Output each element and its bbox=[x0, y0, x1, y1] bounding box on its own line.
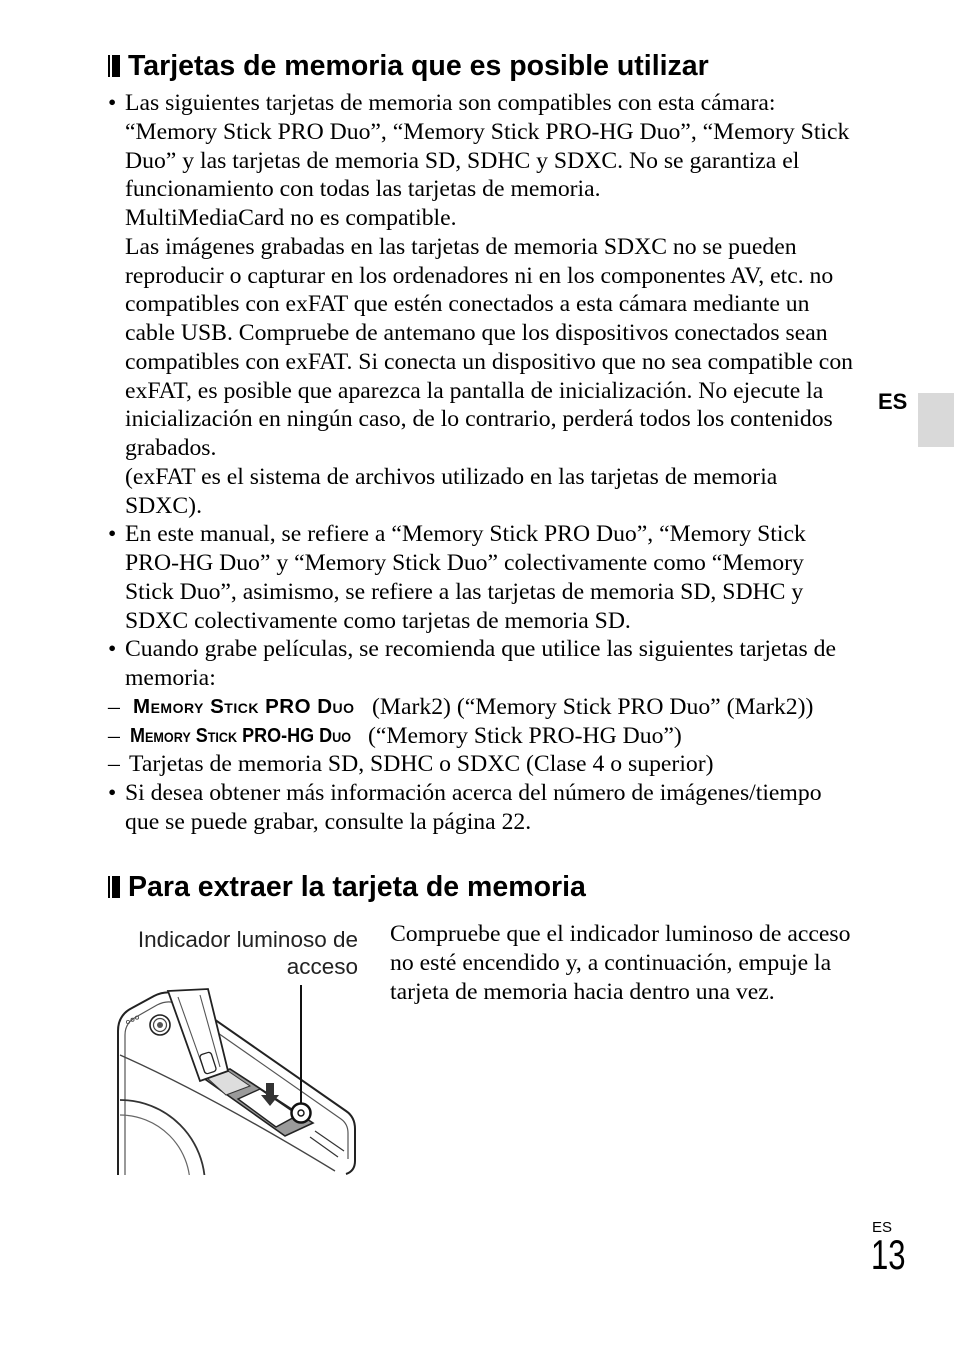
recommended-card-text: (Mark2) (“Memory Stick PRO Duo” (Mark2)) bbox=[372, 693, 814, 720]
bullet-symbol: • bbox=[108, 636, 117, 663]
access-indicator-icon bbox=[292, 1104, 311, 1123]
section-body-memory-cards bbox=[0, 89, 954, 837]
recommended-card-text: Tarjetas de memoria SD, SDHC o SDXC (Clase 4 o superior) bbox=[129, 751, 714, 778]
bullet-text: Las siguientes tarjetas de memoria son compatibles con esta cámara: bbox=[125, 90, 776, 116]
instruction-line: Compruebe que el indicador luminoso de acceso bbox=[390, 921, 851, 947]
memory-stick-pro-duo-logo: Memory Stick PRO Duo bbox=[133, 694, 355, 718]
bullet-text-line: exFAT, es posible que aparezca la pantalla de inicialización. No ejecute la bbox=[125, 377, 824, 404]
recommended-card-item bbox=[0, 693, 954, 722]
dash-symbol: – bbox=[108, 722, 120, 749]
bullet-text-line: que se puede grabar, consulte la página 22. bbox=[125, 808, 532, 835]
bullet-symbol: • bbox=[108, 90, 117, 116]
bullet-item bbox=[0, 520, 954, 549]
bullet-text-line: compatibles con exFAT. Si conecta un dispositivo que no sea compatible con bbox=[125, 348, 854, 375]
camera-memory-card-illustration bbox=[110, 985, 360, 1175]
bullet-symbol: • bbox=[108, 521, 117, 548]
dash-symbol: – bbox=[108, 751, 120, 778]
bullet-text-line: Duo” y las tarjetas de memoria SD, SDHC y SDXC. No se garantiza el bbox=[125, 147, 800, 174]
recommended-card-text: (“Memory Stick PRO-HG Duo”) bbox=[368, 722, 682, 749]
bullet-text-line: SDXC). bbox=[125, 492, 202, 519]
instruction-line: tarjeta de memoria hacia dentro una vez. bbox=[390, 978, 775, 1005]
bullet-item bbox=[0, 89, 954, 118]
bullet-text-line: reproducir o capturar en los ordenadores ni en los componentes AV, etc. no bbox=[125, 262, 834, 289]
bullet-item bbox=[0, 779, 954, 808]
bullet-text-line: memoria: bbox=[125, 665, 216, 691]
page-number: 13 bbox=[871, 1231, 906, 1278]
section-marker-icon bbox=[108, 55, 120, 77]
bullet-text: Cuando grabe películas, se recomienda que utilice las siguientes tarjetas de bbox=[125, 636, 837, 663]
bullet-text-line: cable USB. Compruebe de antemano que los dispositivos conectados sean bbox=[125, 320, 828, 346]
bullet-text-line: MultiMediaCard no es compatible. bbox=[125, 205, 457, 231]
footer-language-code: ES bbox=[872, 1219, 893, 1236]
bullet-text: En este manual, se refiere a “Memory Stick PRO Duo”, “Memory Stick bbox=[125, 521, 806, 548]
bullet-text-line: compatibles con exFAT que estén conectados a esta cámara mediante un bbox=[125, 291, 810, 318]
figure-callout-label bbox=[110, 926, 358, 980]
bullet-text-line: (exFAT es el sistema de archivos utilizado en las tarjetas de memoria bbox=[125, 463, 778, 490]
section-marker-icon bbox=[108, 876, 120, 898]
bullet-symbol: • bbox=[108, 780, 117, 806]
section-heading-text: Tarjetas de memoria que es posible utilizar bbox=[128, 50, 709, 82]
recommended-card-item bbox=[0, 750, 954, 779]
bullet-text-line: Las imágenes grabadas en las tarjetas de memoria SDXC no se pueden bbox=[125, 233, 797, 260]
instruction-line: no esté encendido y, a continuación, empuje la bbox=[390, 949, 832, 976]
bullet-text-line: grabados. bbox=[125, 435, 217, 461]
figure-callout-line: Indicador luminoso de bbox=[137, 927, 358, 952]
bullet-text-line: “Memory Stick PRO Duo”, “Memory Stick PRO-HG Duo”, “Memory Stick bbox=[125, 118, 850, 145]
section-heading-text: Para extraer la tarjeta de memoria bbox=[128, 871, 586, 903]
dash-symbol: – bbox=[108, 693, 120, 720]
remove-card-instruction bbox=[390, 920, 850, 1006]
bullet-text-line: funcionamiento con todas las tarjetas de memoria. bbox=[125, 176, 601, 203]
side-tab-label: ES bbox=[878, 389, 908, 414]
memory-stick-pro-hg-duo-logo: Memory Stick PRO-HG Duo bbox=[130, 724, 352, 747]
tripod-socket-inner bbox=[157, 1022, 163, 1028]
bullet-text-line: SDXC colectivamente como tarjetas de memoria SD. bbox=[125, 607, 631, 634]
bullet-text: Si desea obtener más información acerca del número de imágenes/tiempo bbox=[125, 780, 822, 806]
bullet-item bbox=[0, 635, 954, 664]
bullet-text-line: inicialización en ningún caso, de lo contrario, perderá todos los contenidos bbox=[125, 406, 833, 433]
figure-callout-line: acceso bbox=[286, 954, 358, 979]
recommended-card-item bbox=[0, 722, 954, 751]
bullet-text-line: Stick Duo”, asimismo, se refiere a las tarjetas de memoria SD, SDHC y bbox=[125, 578, 804, 605]
bullet-text-line: PRO-HG Duo” y “Memory Stick Duo” colectivamente como “Memory bbox=[125, 550, 804, 576]
